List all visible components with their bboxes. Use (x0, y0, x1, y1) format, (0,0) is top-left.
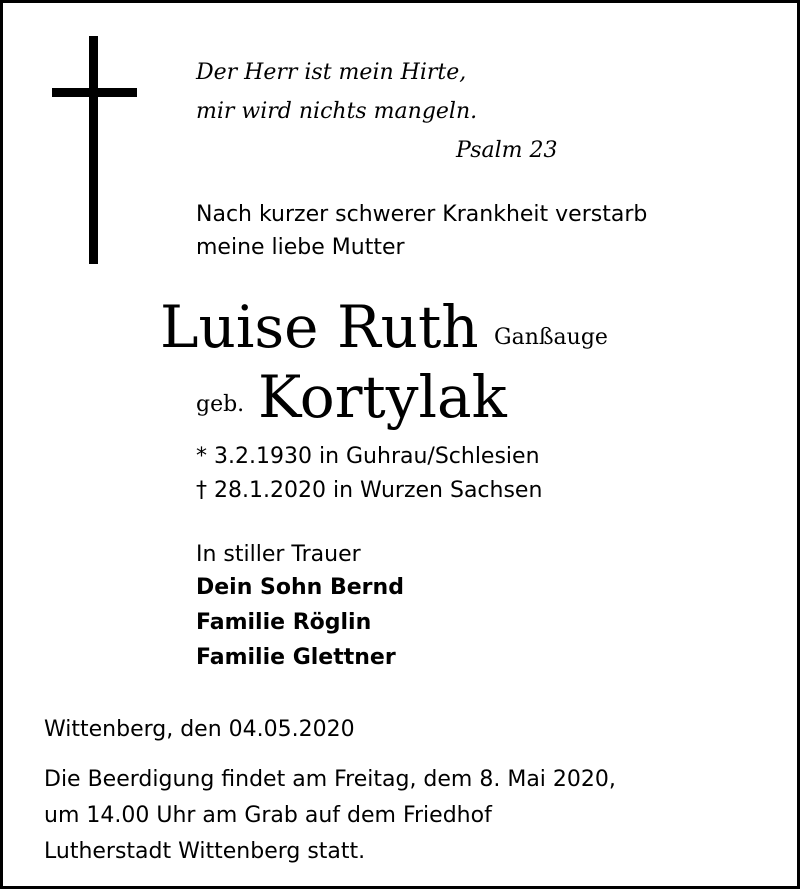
place-date: Wittenberg, den 04.05.2020 (44, 717, 355, 742)
mourner-name: Dein Sohn Bernd (196, 575, 404, 600)
deceased-first-names: Luise Ruth (160, 293, 479, 361)
birth-date: * 3.2.1930 in Guhrau/Schlesien (196, 444, 540, 469)
verse-source: Psalm 23 (456, 138, 558, 163)
mourner-name: Familie Röglin (196, 610, 372, 635)
death-date: † 28.1.2020 in Wurzen Sachsen (196, 478, 543, 503)
verse-line-2: mir wird nichts mangeln. (196, 99, 478, 124)
birth-name: Kortylak (258, 363, 507, 431)
intro-line-2: meine liebe Mutter (196, 235, 405, 260)
mourner-name: Familie Glettner (196, 645, 396, 670)
intro-line-1: Nach kurzer schwerer Krankheit verstarb (196, 202, 648, 227)
funeral-line-3: Lutherstadt Wittenberg statt. (44, 839, 366, 864)
mourners-heading: In stiller Trauer (196, 542, 361, 567)
funeral-line-2: um 14.00 Uhr am Grab auf dem Friedhof (44, 803, 492, 828)
verse-line-1: Der Herr ist mein Hirte, (196, 60, 467, 85)
deceased-surname: Ganßauge (494, 325, 608, 350)
birth-name-prefix: geb. (196, 392, 245, 417)
funeral-line-1: Die Beerdigung findet am Freitag, dem 8. Mai 2020, (44, 767, 616, 792)
